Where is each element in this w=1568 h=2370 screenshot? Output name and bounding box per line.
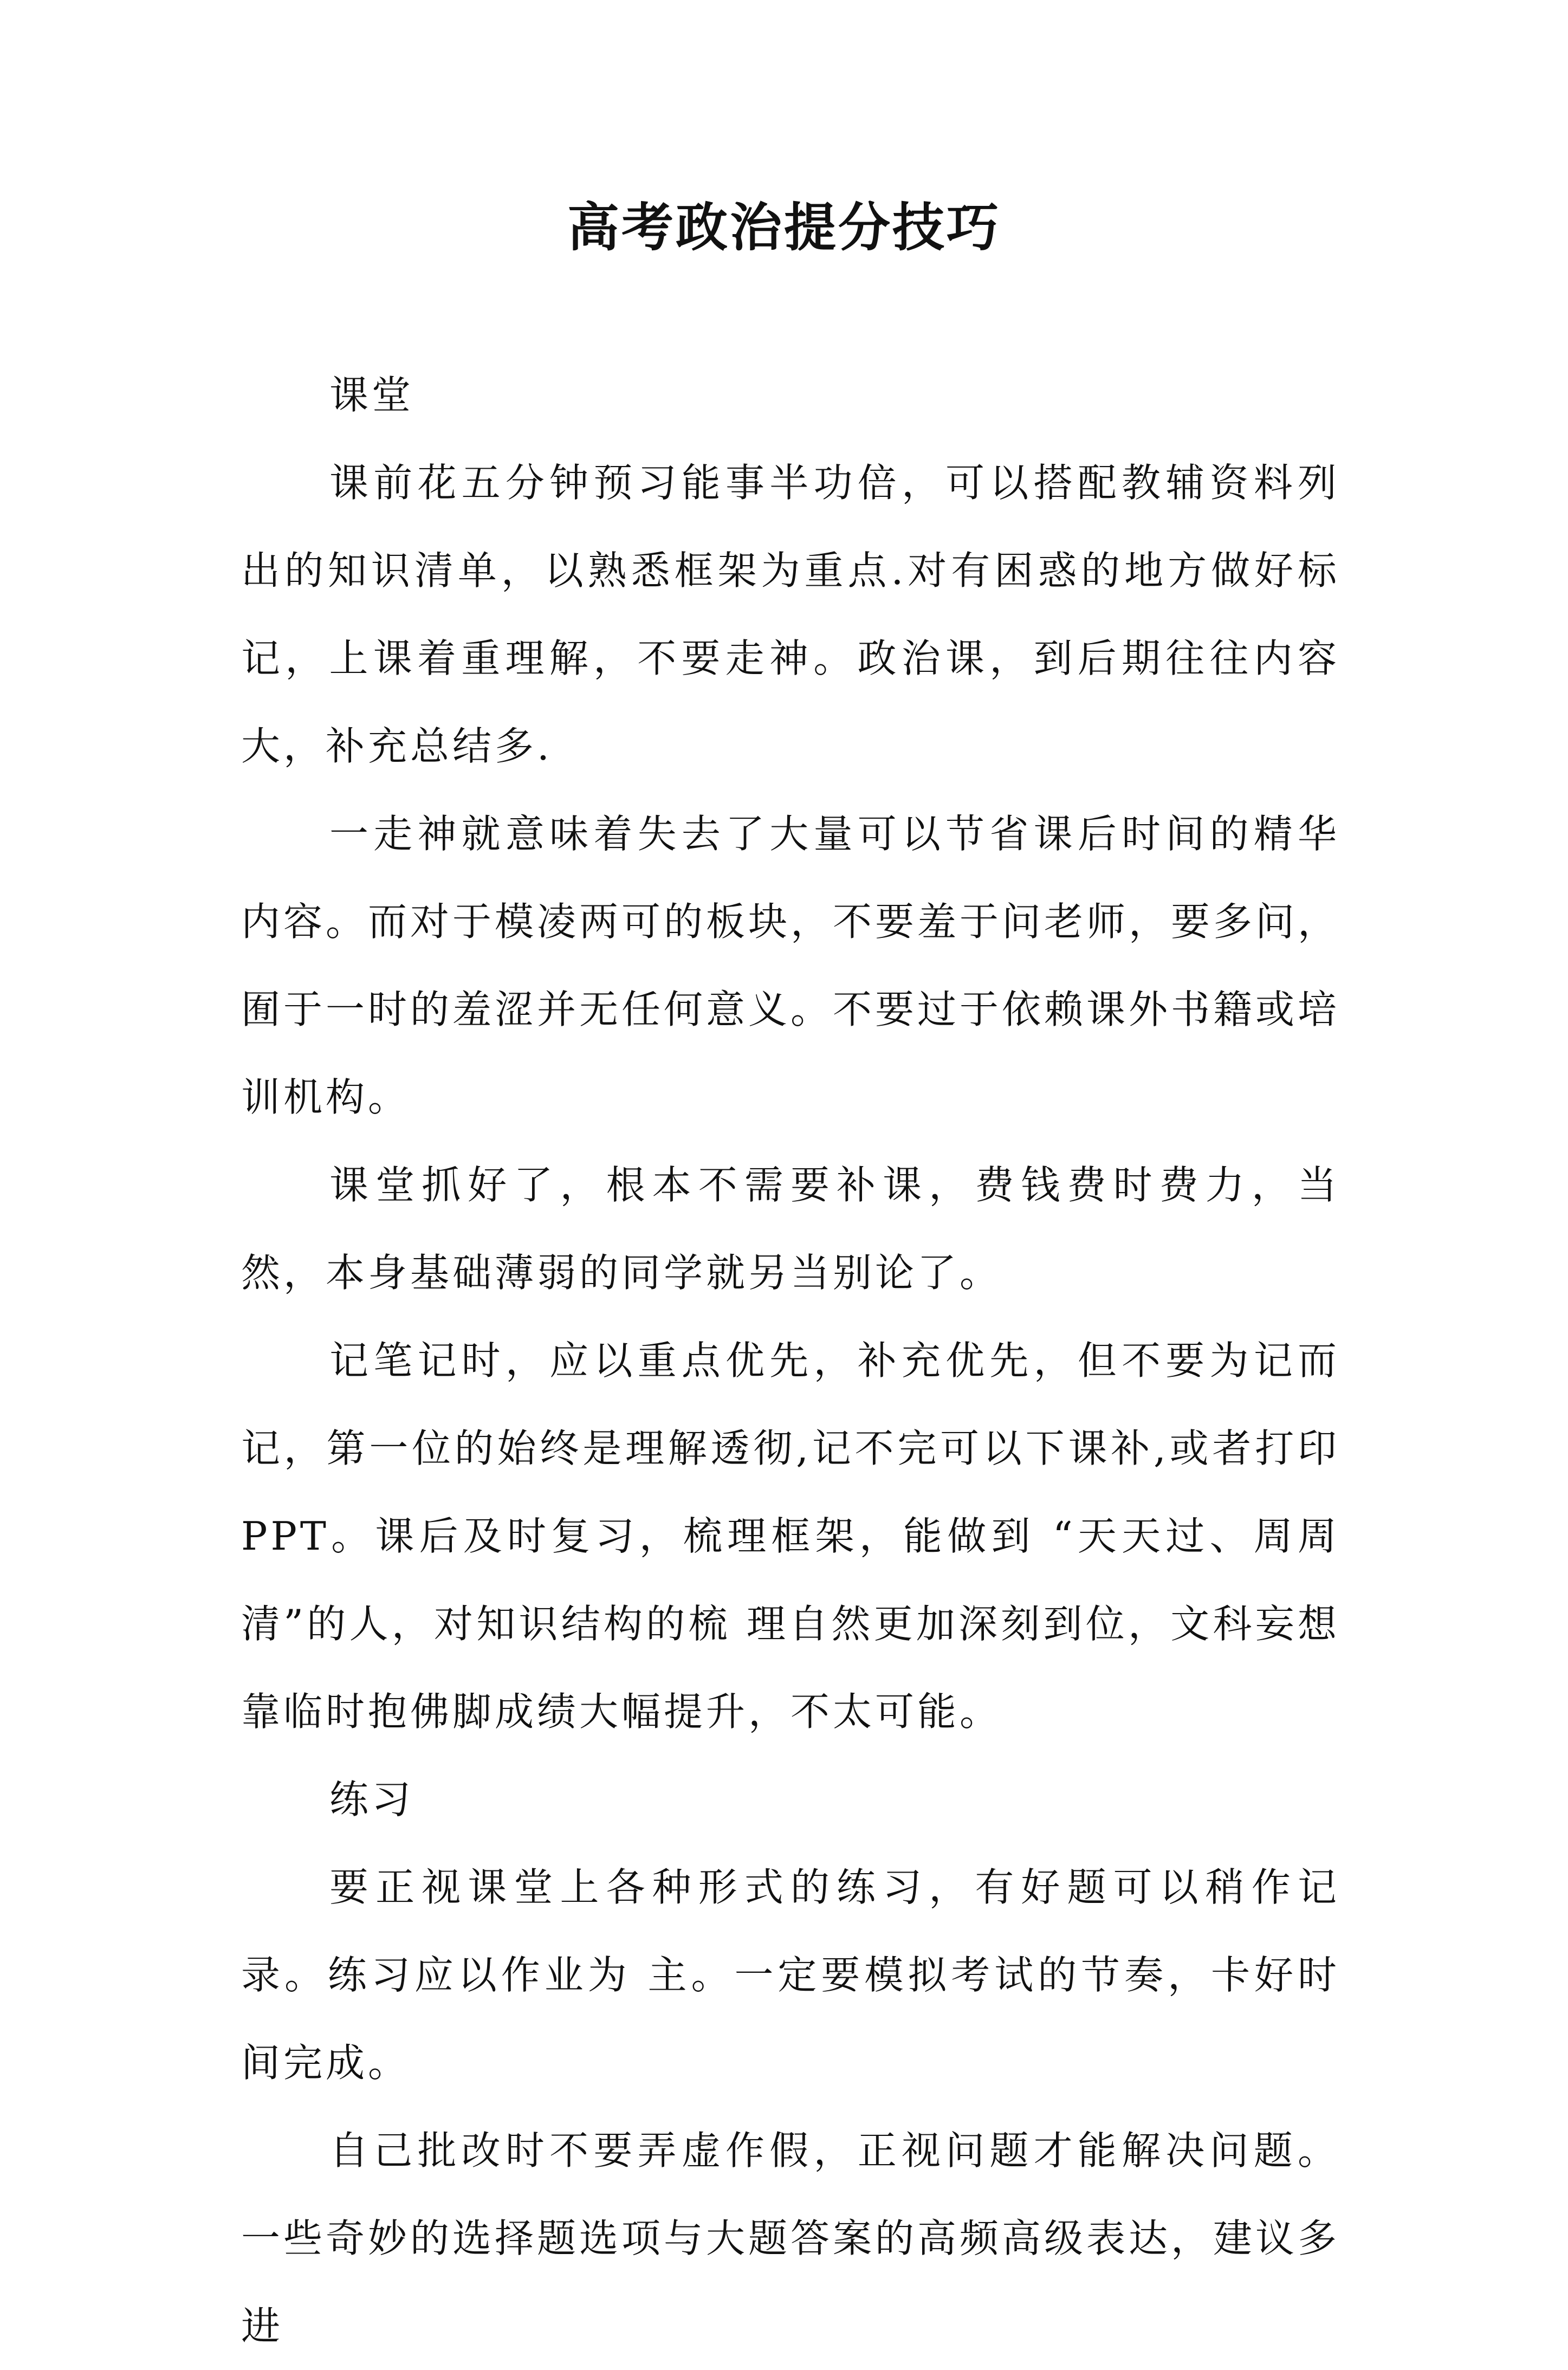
paragraph: 课堂抓好了，根本不需要补课，费钱费时费力，当然，本身基础薄弱的同学就另当别论了。 <box>241 1162 1340 1296</box>
paragraph: 要正视课堂上各种形式的练习，有好题可以稍作记录。练习应以作业为 主。一定要模拟考试的节奏，卡好时间完成。 <box>241 1864 1340 2086</box>
paragraph: 记笔记时，应以重点优先，补充优先，但不要为记而记，第一位的始终是理解透彻,记不完可以下课补,或者打印PPT。课后及时复习，梳理框架，能做到 “天天过、周周清”的人，对知识结构的梳 理自然更加深刻到位，文科妄想靠临时抱佛脚成绩大幅提升，不太可能。 <box>241 1338 1340 1734</box>
paragraph: 课前花五分钟预习能事半功倍，可以搭配教辅资料列出的知识清单，以熟悉框架为重点.对有困惑的地方做好标记，上课着重理解，不要走神。政治课，到后期往往内容大，补充总结多. <box>241 460 1340 769</box>
paragraph: 自己批改时不要弄虚作假，正视问题才能解决问题。一些奇妙的选择题选项与大题答案的高频高级表达，建议多进 <box>241 2128 1340 2349</box>
section-heading-classroom: 课堂 <box>329 372 414 418</box>
section-heading-practice: 练习 <box>329 1777 414 1822</box>
paragraph: 一走神就意味着失去了大量可以节省课后时间的精华内容。而对于模凌两可的板块，不要羞于问老师，要多问，囿于一时的羞涩并无任何意义。不要过于依赖课外书籍或培训机构。 <box>241 811 1340 1120</box>
document-title: 高考政治提分技巧 <box>567 197 1001 258</box>
document-body <box>241 351 1340 2370</box>
